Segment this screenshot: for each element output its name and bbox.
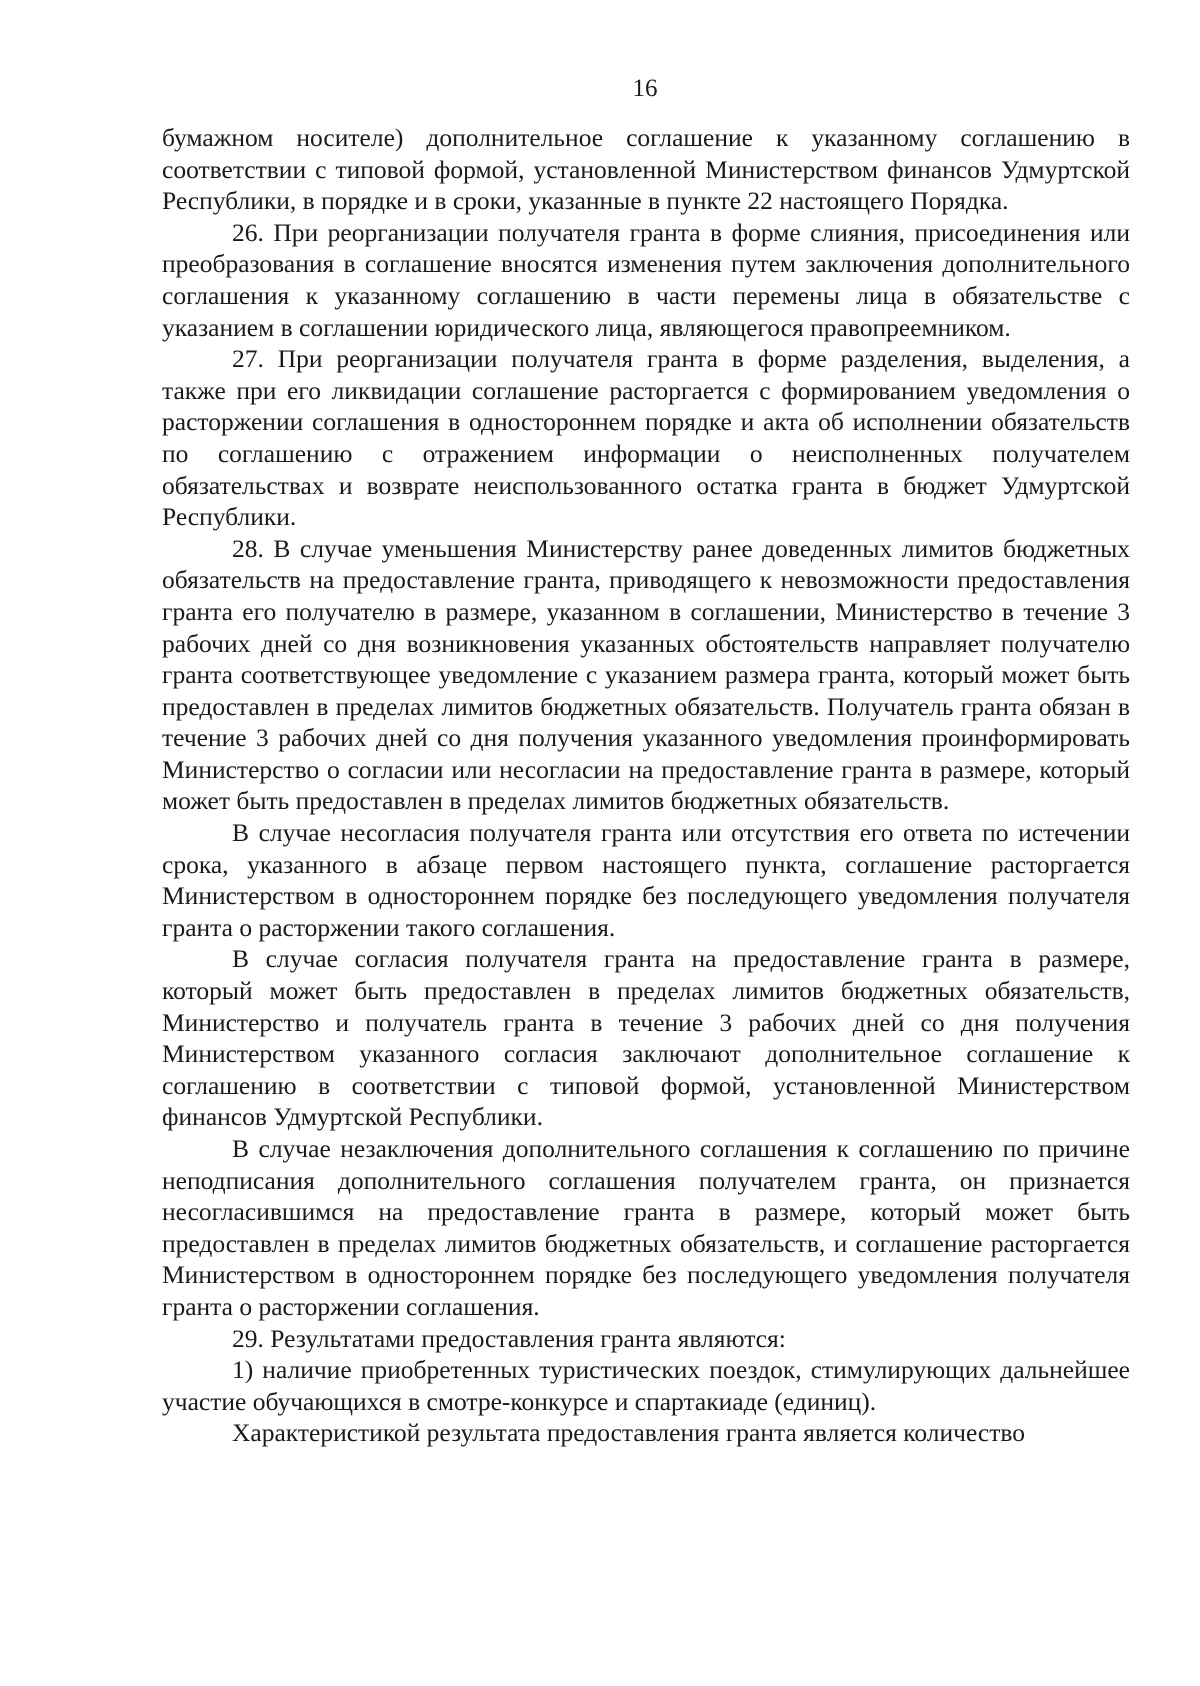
page-number: 16 <box>632 75 658 102</box>
paragraph-result-characteristic: Характеристикой результата предоставления гранта является количество <box>232 1418 1025 1448</box>
paragraph-28-disagreement: В случае несогласия получателя гранта или отсутствия его ответа по истечении срока, указанного в абзаце первом настоящего пункта, соглашение расторгается Министерством в одностороннем порядке без последующего уведомления получателя гранта о расторжении такого соглашения. <box>162 818 1130 942</box>
paragraph-item-29: 29. Результатами предоставления гранта являются: <box>232 1323 786 1353</box>
paragraph-28-agreement: В случае согласия получателя гранта на предоставление гранта в размере, который может быть предоставлен в пределах лимитов бюджетных обязательств, Министерство и получатель гранта в течение 3 рабочих дней со дня получения Министерством указанного согласия заключают дополнительное соглашение к соглашению в соответствии с типовой формой, установленной Министерством финансов Удмуртской Республики. <box>162 944 1130 1132</box>
document-body <box>162 122 1130 1449</box>
paragraph-29-result-1: 1) наличие приобретенных туристических поездок, стимулирующих дальнейшее участие обучающихся в смотре-конкурсе и спартакиаде (единиц). <box>162 1355 1130 1416</box>
paragraph-item-27: 27. При реорганизации получателя гранта в форме разделения, выделения, а также при его ликвидации соглашение расторгается с формированием уведомления о расторжении соглашения в одностороннем порядке и акта об исполнении обязательств по соглашению с отражением информации о неисполненных получателем обязательствах и возврате неиспользованного остатка гранта в бюджет Удмуртской Республики. <box>162 344 1130 532</box>
paragraph-28-non-conclusion: В случае незаключения дополнительного соглашения к соглашению по причине неподписания дополнительного соглашения получателем гранта, он признается несогласившимся на предоставление гранта в размере, который может быть предоставлен в пределах лимитов бюджетных обязательств, и соглашение расторгается Министерством в одностороннем порядке без последующего уведомления получателя гранта о расторжении соглашения. <box>162 1134 1130 1321</box>
paragraph-item-28: 28. В случае уменьшения Министерству ранее доведенных лимитов бюджетных обязательств на предоставление гранта, приводящего к невозможности предоставления гранта его получателю в размере, указанном в соглашении, Министерство в течение 3 рабочих дней со дня возникновения указанных обстоятельств направляет получателю гранта соответствующее уведомление с указанием размера гранта, который может быть предоставлен в пределах лимитов бюджетных обязательств. Получатель гранта обязан в течение 3 рабочих дней со дня получения указанного уведомления проинформировать Министерство о согласии или несогласии на предоставление гранта в размере, который может быть предоставлен в пределах лимитов бюджетных обязательств. <box>162 533 1130 816</box>
paragraph-item-26: 26. При реорганизации получателя гранта в форме слияния, присоединения или преобразования в соглашение вносятся изменения путем заключения дополнительного соглашения к указанному соглашению в части перемены лица в обязательстве с указанием в соглашении юридического лица, являющегося правопреемником. <box>162 217 1130 342</box>
paragraph-continuation: бумажном носителе) дополнительное соглашение к указанному соглашению в соответствии с типовой формой, установленной Министерством финансов Удмуртской Республики, в порядке и в сроки, указанные в пункте 22 настоящего Порядка. <box>162 123 1130 216</box>
